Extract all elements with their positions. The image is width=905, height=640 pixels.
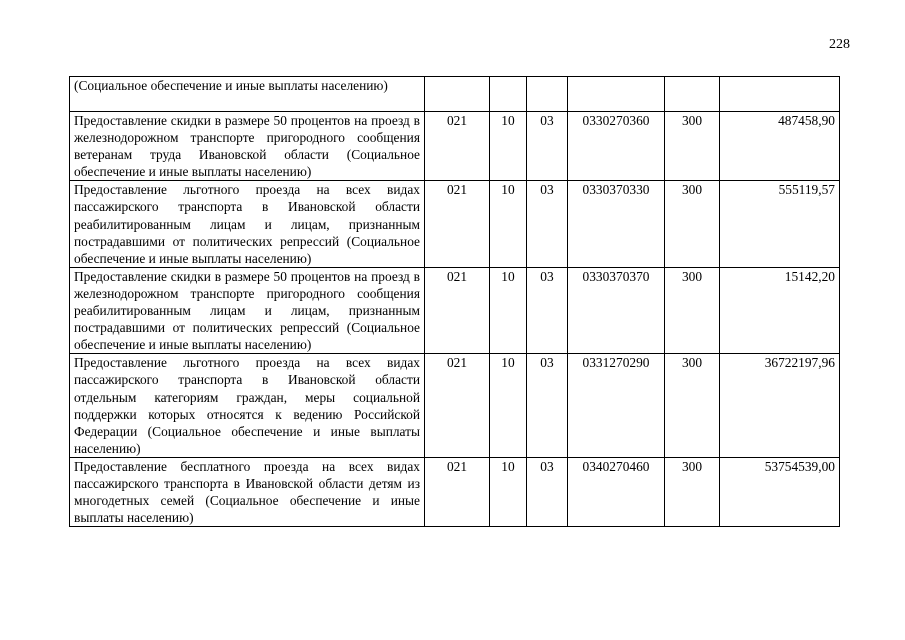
amount-cell: 555119,57 [720,181,840,267]
row-description: (Социальное обеспечение и иные выплаты населению) [70,77,425,112]
amount-cell: 15142,20 [720,267,840,353]
row-description: Предоставление бесплатного проезда на всех видах пассажирского транспорта в Ивановской области детям из многодетных семей (Социальное обеспечение и иные выплаты населению) [70,457,425,526]
row-description: Предоставление льготного проезда на всех видах пассажирского транспорта в Ивановской области реабилитированным лицам и лицам, признанным пострадавшими от политических репрессий (Социальное обеспечение и иные выплаты населению) [70,181,425,267]
subsection-cell: 03 [527,354,568,458]
section-cell: 10 [490,181,527,267]
target-article-cell: 0340270460 [568,457,665,526]
target-article-cell: 0330370370 [568,267,665,353]
expense-type-cell: 300 [665,267,720,353]
table-row [70,112,840,181]
table-row [70,181,840,267]
table-row [70,457,840,526]
subsection-cell: 03 [527,457,568,526]
target-article-cell [568,77,665,112]
target-article-cell: 0330270360 [568,112,665,181]
expense-type-cell: 300 [665,457,720,526]
row-description: Предоставление льготного проезда на всех видах пассажирского транспорта в Ивановской области отдельным категориям граждан, меры социальной поддержки которых относятся к ведению Российской Федерации (Социальное обеспечение и иные выплаты населению) [70,354,425,458]
subsection-cell [527,77,568,112]
amount-cell: 487458,90 [720,112,840,181]
expense-type-cell: 300 [665,112,720,181]
amount-cell [720,77,840,112]
table-row [70,77,840,112]
page-number: 228 [829,37,850,52]
subsection-cell: 03 [527,181,568,267]
ministry-cell: 021 [425,457,490,526]
expense-type-cell [665,77,720,112]
section-cell: 10 [490,112,527,181]
ministry-cell [425,77,490,112]
amount-cell: 53754539,00 [720,457,840,526]
ministry-cell: 021 [425,267,490,353]
subsection-cell: 03 [527,112,568,181]
row-description: Предоставление скидки в размере 50 процентов на проезд в железнодорожном транспорте пригородного сообщения реабилитированным лицам и лицам, признанным пострадавшими от политических репрессий (Социальное обеспечение и иные выплаты населению) [70,267,425,353]
amount-cell: 36722197,96 [720,354,840,458]
section-cell: 10 [490,354,527,458]
budget-table [69,76,840,527]
row-description: Предоставление скидки в размере 50 процентов на проезд в железнодорожном транспорте пригородного сообщения ветеранам труда Ивановской области (Социальное обеспечение и иные выплаты населению) [70,112,425,181]
subsection-cell: 03 [527,267,568,353]
target-article-cell: 0331270290 [568,354,665,458]
ministry-cell: 021 [425,354,490,458]
section-cell [490,77,527,112]
expense-type-cell: 300 [665,354,720,458]
ministry-cell: 021 [425,112,490,181]
table-row [70,267,840,353]
section-cell: 10 [490,457,527,526]
ministry-cell: 021 [425,181,490,267]
table-row [70,354,840,458]
section-cell: 10 [490,267,527,353]
target-article-cell: 0330370330 [568,181,665,267]
expense-type-cell: 300 [665,181,720,267]
